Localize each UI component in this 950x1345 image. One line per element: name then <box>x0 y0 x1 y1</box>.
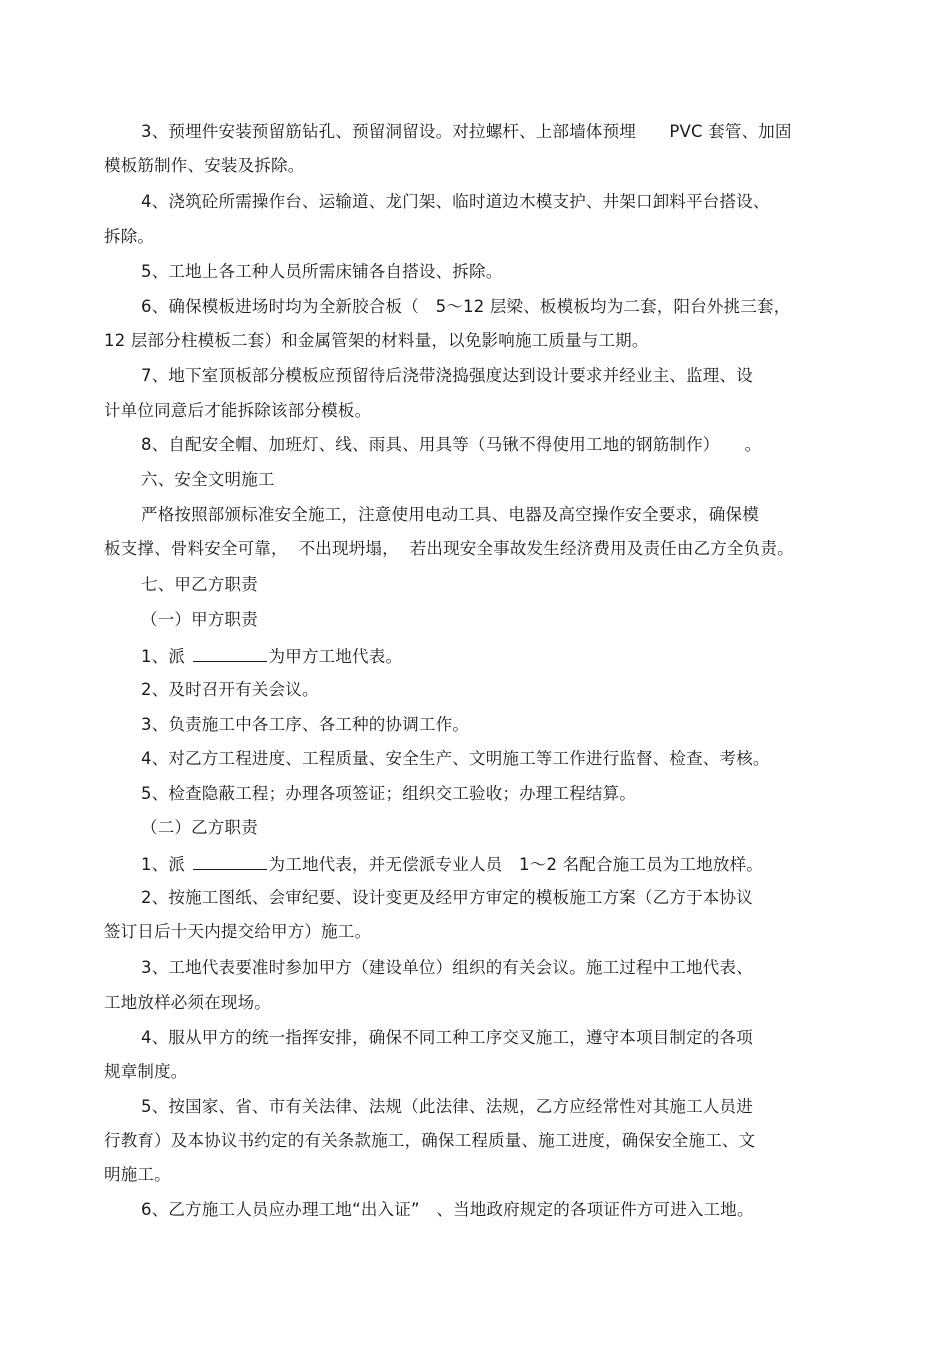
section-heading: 七、甲乙方职责 <box>141 575 258 594</box>
text-line: 5、按国家、省、市有关法律、法规（此法律、法规，乙方应经常性对其施工人员进 <box>141 1097 753 1116</box>
text-line: 板支撑、骨料安全可靠， 不出现坍塌， 若出现安全事故发生经济费用及责任由乙方全负责。 <box>104 539 794 558</box>
text-line: 规章制度。 <box>104 1062 188 1081</box>
subsection-heading: （一）甲方职责 <box>141 610 258 629</box>
text-line: 工地放样必须在现场。 <box>104 993 271 1012</box>
text-line <box>141 853 763 875</box>
fill-in-blank <box>193 645 267 662</box>
line-text: 为甲方工地代表。 <box>268 647 403 666</box>
text-line: 5、工地上各工种人员所需床铺各自搭设、拆除。 <box>141 262 503 281</box>
text-line: 明施工。 <box>104 1165 171 1184</box>
text-line: 2、及时召开有关会议。 <box>141 680 319 699</box>
text-line: 7、地下室顶板部分模板应预留待后浇带浇捣强度达到设计要求并经业主、监理、设 <box>141 366 753 385</box>
text-line: 6、乙方施工人员应办理工地“出入证” 、当地政府规定的各项证件方可进入工地。 <box>141 1200 754 1219</box>
fill-in-blank <box>193 853 267 870</box>
text-line: 2、按施工图纸、会审纪要、设计变更及经甲方审定的模板施工方案（乙方于本协议 <box>141 888 753 907</box>
text-line: 3、工地代表要准时参加甲方（建设单位）组织的有关会议。施工过程中工地代表、 <box>141 958 753 977</box>
text-line: 行教育）及本协议书约定的有关条款施工，确保工程质量、施工进度，确保安全施工、文 <box>104 1131 756 1150</box>
text-line: 签订日后十天内提交给甲方）施工。 <box>104 922 372 941</box>
text-line: 模板筋制作、安装及拆除。 <box>104 156 305 175</box>
text-line: 5、检查隐蔽工程；办理各项签证；组织交工验收；办理工程结算。 <box>141 784 636 803</box>
text-line: 严格按照部颁标准安全施工，注意使用电动工具、电器及高空操作安全要求，确保模 <box>141 505 759 524</box>
text-line: 4、浇筑砼所需操作台、运输道、龙门架、临时道边木模支护、井架口卸料平台搭设、 <box>141 192 770 211</box>
subsection-heading: （二）乙方职责 <box>141 818 258 837</box>
section-heading: 六、安全文明施工 <box>141 470 275 489</box>
text-line <box>141 645 402 667</box>
text-line: 12 层部分柱模板二套）和金属管架的材料量，以免影响施工质量与工期。 <box>104 331 649 350</box>
text-line: 4、服从甲方的统一指挥安排，确保不同工种工序交叉施工，遵守本项目制定的各项 <box>141 1028 753 1047</box>
text-line: 3、负责施工中各工序、各工种的协调工作。 <box>141 715 469 734</box>
line-prefix: 1、派 <box>141 647 191 666</box>
text-line: 计单位同意后才能拆除该部分模板。 <box>104 401 372 420</box>
line-prefix: 1、派 <box>141 855 191 874</box>
text-line: 4、对乙方工程进度、工程质量、安全生产、文明施工等工作进行监督、检查、考核。 <box>141 749 770 768</box>
text-line: 3、预埋件安装预留筋钻孔、预留洞留设。对拉螺杆、上部墙体预埋 PVC 套管、加固 <box>141 122 792 141</box>
text-line: 拆除。 <box>104 227 155 246</box>
text-line: 8、自配安全帽、加班灯、线、雨具、用具等（马锹不得使用工地的钢筋制作） 。 <box>141 435 762 454</box>
line-text: 为工地代表，并无偿派专业人员 1～2 名配合施工员为工地放样。 <box>268 855 763 874</box>
text-line: 6、确保模板进场时均为全新胶合板（ 5～12 层梁、板模板均为二套，阳台外挑三套， <box>141 297 791 316</box>
